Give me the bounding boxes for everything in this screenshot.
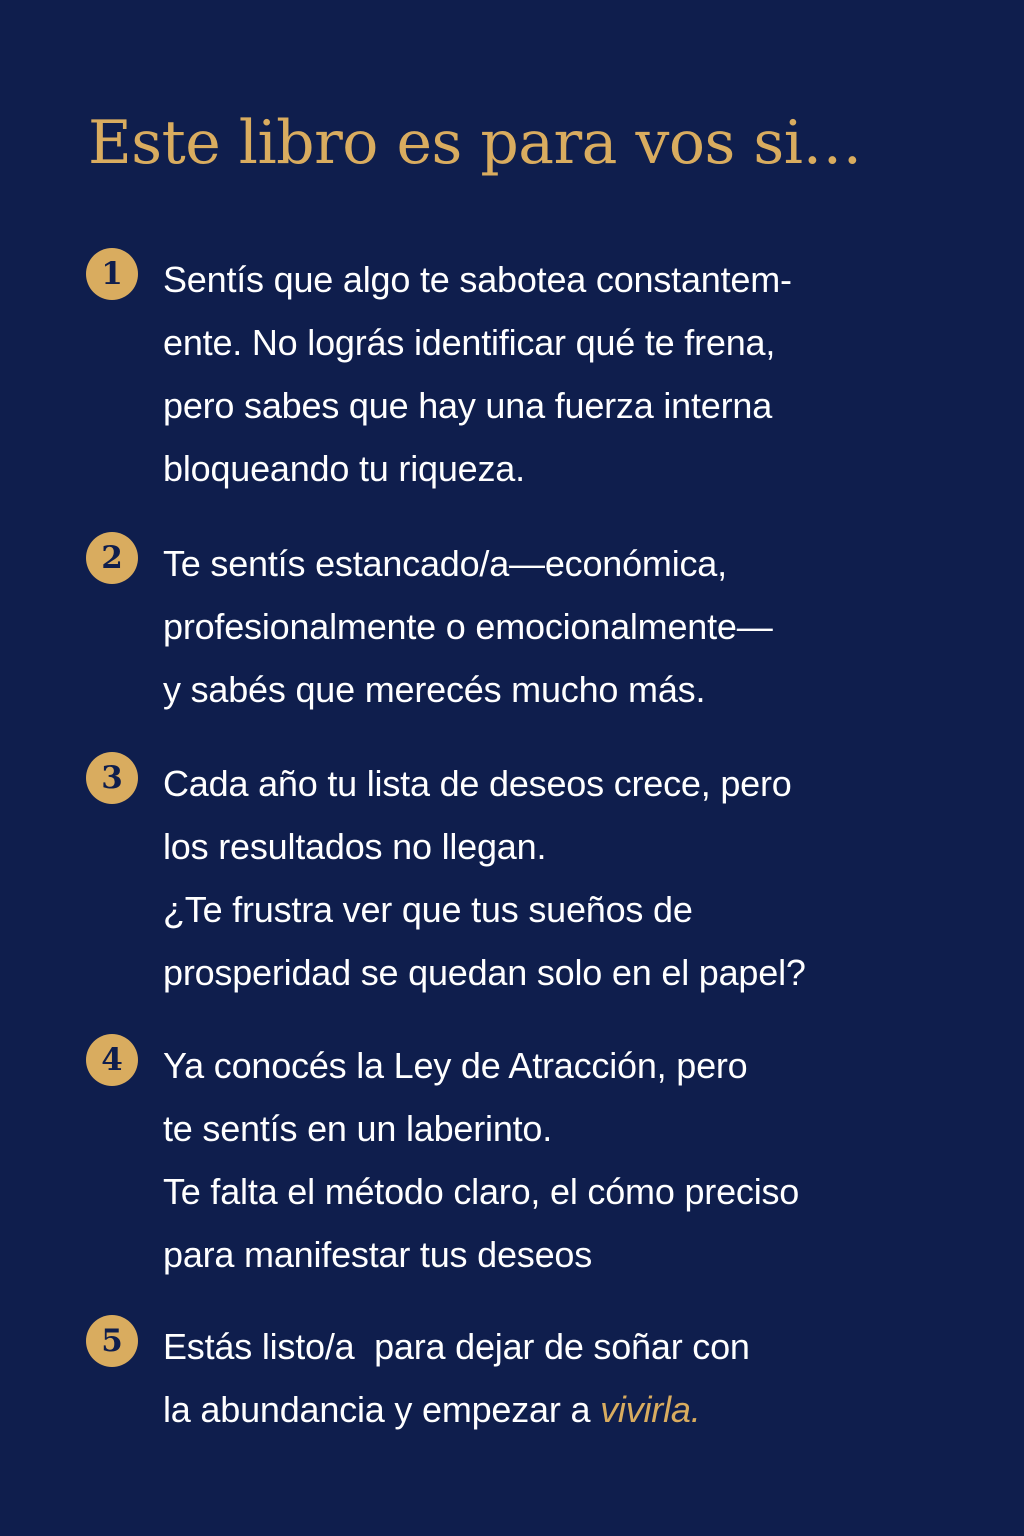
item-5-line-2 bbox=[163, 1378, 983, 1441]
item-1-text bbox=[163, 248, 983, 500]
item-5-line-1: Estás listo/a para dejar de soñar con bbox=[163, 1326, 750, 1367]
item-2-line-1: Te sentís estancado/a—económica, bbox=[163, 543, 727, 584]
item-1-line-2: ente. No lográs identificar qué te frena, bbox=[163, 322, 776, 363]
number-badge-4: 4 bbox=[86, 1034, 138, 1086]
number-badge-2: 2 bbox=[86, 532, 138, 584]
item-4-line-4: para manifestar tus deseos bbox=[163, 1234, 593, 1275]
number-badge-1: 1 bbox=[86, 248, 138, 300]
item-5-highlight: vivirla. bbox=[600, 1389, 701, 1430]
item-2-line-3: y sabés que merecés mucho más. bbox=[163, 669, 706, 710]
item-4-line-2: te sentís en un laberinto. bbox=[163, 1108, 553, 1149]
item-5-text bbox=[163, 1315, 983, 1441]
item-2-text bbox=[163, 532, 983, 721]
item-1-line-3: pero sabes que hay una fuerza interna bbox=[163, 385, 773, 426]
item-4-line-1: Ya conocés la Ley de Atracción, pero bbox=[163, 1045, 748, 1086]
item-3-line-4: prosperidad se quedan solo en el papel? bbox=[163, 952, 806, 993]
item-5-line-2-text: la abundancia y empezar a bbox=[163, 1389, 601, 1430]
item-3-line-1: Cada año tu lista de deseos crece, pero bbox=[163, 763, 792, 804]
number-badge-5: 5 bbox=[86, 1315, 138, 1367]
number-badge-3: 3 bbox=[86, 752, 138, 804]
item-4-line-3: Te falta el método claro, el cómo preciso bbox=[163, 1171, 800, 1212]
item-3-text bbox=[163, 752, 983, 1004]
item-3-line-2: los resultados no llegan. bbox=[163, 826, 547, 867]
item-1-line-1: Sentís que algo te sabotea constantem- bbox=[163, 259, 792, 300]
item-4-text bbox=[163, 1034, 983, 1286]
item-1-line-4: bloqueando tu riqueza. bbox=[163, 448, 525, 489]
page-title: Este libro es para vos si… bbox=[88, 108, 862, 178]
item-3-line-3: ¿Te frustra ver que tus sueños de bbox=[163, 889, 693, 930]
item-2-line-2: profesionalmente o emocionalmente— bbox=[163, 606, 773, 647]
